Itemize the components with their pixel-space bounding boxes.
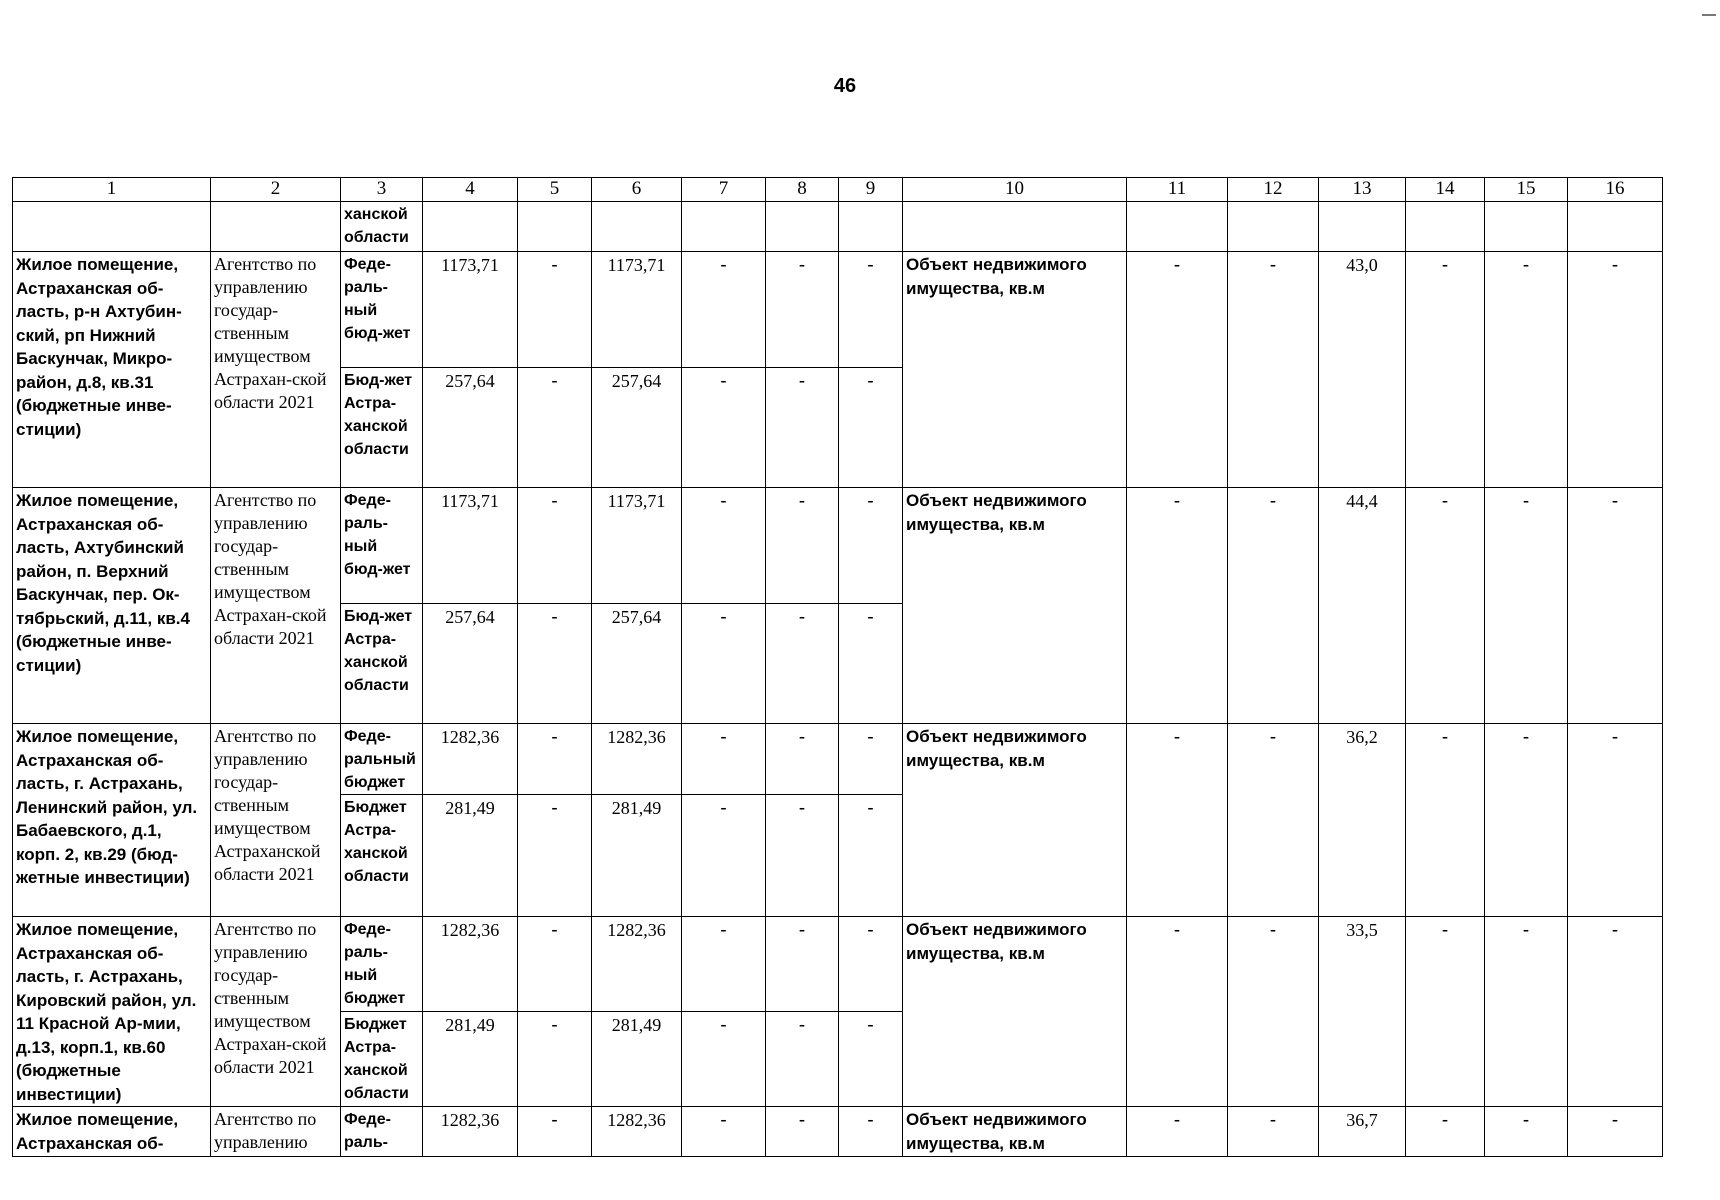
object-type: Объект недвижимого имущества, кв.м [903, 917, 1127, 1107]
budget-source: Феде-раль-ный бюд-жет [341, 488, 423, 604]
value-cell: - [766, 368, 839, 488]
value-cell: - [518, 917, 592, 1012]
agency-name: Агентство по управлению [211, 1107, 341, 1157]
value-cell: 1282,36 [592, 1107, 682, 1157]
value-cell: 1282,36 [592, 917, 682, 1012]
value-cell: - [1228, 917, 1319, 1107]
value-cell: - [1127, 917, 1228, 1107]
value-cell: - [518, 724, 592, 795]
column-header: 11 [1127, 178, 1228, 202]
budget-source: ханской области [341, 202, 423, 252]
budget-source: Феде-раль- [341, 1107, 423, 1157]
table-row [13, 488, 1663, 604]
value-cell: 257,64 [592, 604, 682, 724]
column-header: 15 [1485, 178, 1568, 202]
object-name: Жилое помещение, Астраханская об-ласть, Ахтубинский район, п. Верхний Баскунчак, пер. Ок-тябрьский, д.11, кв.4 (бюджетные инве-стиции) [13, 488, 211, 724]
column-header: 16 [1568, 178, 1663, 202]
value-cell: - [1127, 488, 1228, 724]
value-cell: - [1127, 724, 1228, 917]
column-header: 7 [682, 178, 766, 202]
value-cell: - [766, 252, 839, 368]
object-type: Объект недвижимого имущества, кв.м [903, 724, 1127, 917]
value-cell: - [1485, 488, 1568, 724]
value-cell: 1282,36 [592, 724, 682, 795]
budget-source: Бюд-жет Астра-ханской области [341, 604, 423, 724]
table-row [13, 724, 1663, 795]
value-cell: - [518, 368, 592, 488]
value-cell: - [682, 1012, 766, 1107]
value-cell: - [766, 917, 839, 1012]
value-cell: 1282,36 [423, 917, 518, 1012]
object-type: Объект недвижимого имущества, кв.м [903, 488, 1127, 724]
value-cell: - [1228, 252, 1319, 488]
area-value: 33,5 [1319, 917, 1406, 1107]
continuation-row [13, 202, 1663, 252]
value-cell: - [1568, 917, 1663, 1107]
value-cell: - [839, 917, 903, 1012]
column-header: 1 [13, 178, 211, 202]
column-header: 14 [1406, 178, 1485, 202]
value-cell: 257,64 [423, 604, 518, 724]
page-number: 46 [833, 75, 857, 97]
column-header: 2 [211, 178, 341, 202]
value-cell: - [766, 604, 839, 724]
value-cell: 1173,71 [423, 488, 518, 604]
agency-name: Агентство по управлению государ-ственным имуществом Астрахан-ской области 2021 [211, 252, 341, 488]
table-row [13, 252, 1663, 368]
value-cell: - [839, 252, 903, 368]
value-cell: - [1568, 488, 1663, 724]
value-cell: - [839, 604, 903, 724]
value-cell: - [682, 252, 766, 368]
value-cell: - [839, 795, 903, 917]
budget-source: Феде-раль-ный бюджет [341, 917, 423, 1012]
value-cell: - [1406, 488, 1485, 724]
value-cell: - [1485, 724, 1568, 917]
value-cell: - [839, 368, 903, 488]
area-value: 44,4 [1319, 488, 1406, 724]
area-value: 36,7 [1319, 1107, 1406, 1157]
value-cell: 1173,71 [423, 252, 518, 368]
value-cell: - [518, 604, 592, 724]
value-cell: - [1568, 1107, 1663, 1157]
column-number-row [13, 178, 1663, 202]
budget-source: Бюджет Астра-ханской области [341, 1012, 423, 1107]
investment-table [12, 177, 1663, 1157]
value-cell: - [839, 1012, 903, 1107]
area-value: 36,2 [1319, 724, 1406, 917]
object-name: Жилое помещение, Астраханская об-ласть, г. Астрахань, Кировский район, ул. 11 Красной Ар-мии, д.13, корп.1, кв.60 (бюджетные инвестиции) [13, 917, 211, 1107]
budget-source: Бюд-жет Астра-ханской области [341, 368, 423, 488]
area-value: 43,0 [1319, 252, 1406, 488]
value-cell: 257,64 [423, 368, 518, 488]
value-cell: 281,49 [592, 1012, 682, 1107]
column-header: 12 [1228, 178, 1319, 202]
value-cell: - [839, 1107, 903, 1157]
value-cell: - [1228, 488, 1319, 724]
object-name: Жилое помещение, Астраханская об-ласть, г. Астрахань, Ленинский район, ул. Бабаевского, д.1, корп. 2, кв.29 (бюд-жетные инвестиции) [13, 724, 211, 917]
value-cell: - [766, 795, 839, 917]
value-cell: - [682, 368, 766, 488]
budget-source: Бюджет Астра-ханской области [341, 795, 423, 917]
object-name: Жилое помещение, Астраханская об-ласть, р-н Ахтубин-ский, рп Нижний Баскунчак, Микро-район, д.8, кв.31 (бюджетные инве-стиции) [13, 252, 211, 488]
value-cell: - [518, 1107, 592, 1157]
value-cell: - [518, 488, 592, 604]
value-cell: - [682, 724, 766, 795]
value-cell: - [766, 1012, 839, 1107]
agency-name: Агентство по управлению государ-ственным имуществом Астрахан-ской области 2021 [211, 488, 341, 724]
value-cell: - [518, 252, 592, 368]
value-cell: - [682, 488, 766, 604]
column-header: 5 [518, 178, 592, 202]
value-cell: 281,49 [592, 795, 682, 917]
value-cell: - [1485, 917, 1568, 1107]
value-cell: 1173,71 [592, 488, 682, 604]
budget-source: Феде-раль-ный бюд-жет [341, 252, 423, 368]
value-cell: - [1485, 252, 1568, 488]
column-header: 8 [766, 178, 839, 202]
value-cell: - [518, 1012, 592, 1107]
table-row [13, 1107, 1663, 1157]
value-cell: - [682, 917, 766, 1012]
value-cell: - [1568, 724, 1663, 917]
agency-name: Агентство по управлению государ-ственным имуществом Астрахан-ской области 2021 [211, 917, 341, 1107]
value-cell: 281,49 [423, 795, 518, 917]
column-header: 6 [592, 178, 682, 202]
value-cell: - [682, 1107, 766, 1157]
value-cell: - [1406, 724, 1485, 917]
column-header: 10 [903, 178, 1127, 202]
agency-name: Агентство по управлению государ-ственным имуществом Астраханской области 2021 [211, 724, 341, 917]
value-cell: - [682, 795, 766, 917]
value-cell: - [766, 724, 839, 795]
object-name: Жилое помещение, Астраханская об- [13, 1107, 211, 1157]
value-cell: - [766, 488, 839, 604]
value-cell: 1173,71 [592, 252, 682, 368]
value-cell: - [1406, 917, 1485, 1107]
object-type: Объект недвижимого имущества, кв.м [903, 1107, 1127, 1157]
value-cell: - [518, 795, 592, 917]
budget-source: Феде-ральный бюджет [341, 724, 423, 795]
value-cell: - [682, 604, 766, 724]
column-header: 9 [839, 178, 903, 202]
value-cell: - [1485, 1107, 1568, 1157]
value-cell: - [766, 1107, 839, 1157]
value-cell: - [1228, 1107, 1319, 1157]
value-cell: 257,64 [592, 368, 682, 488]
value-cell: - [839, 724, 903, 795]
value-cell: - [1406, 252, 1485, 488]
value-cell: - [1228, 724, 1319, 917]
value-cell: 281,49 [423, 1012, 518, 1107]
value-cell: - [1127, 1107, 1228, 1157]
value-cell: - [1406, 1107, 1485, 1157]
value-cell: - [839, 488, 903, 604]
value-cell: 1282,36 [423, 724, 518, 795]
value-cell: - [1127, 252, 1228, 488]
value-cell: - [1568, 252, 1663, 488]
column-header: 13 [1319, 178, 1406, 202]
value-cell: 1282,36 [423, 1107, 518, 1157]
column-header: 3 [341, 178, 423, 202]
scan-edge-mark [1702, 14, 1716, 16]
table-row [13, 917, 1663, 1012]
column-header: 4 [423, 178, 518, 202]
object-type: Объект недвижимого имущества, кв.м [903, 252, 1127, 488]
